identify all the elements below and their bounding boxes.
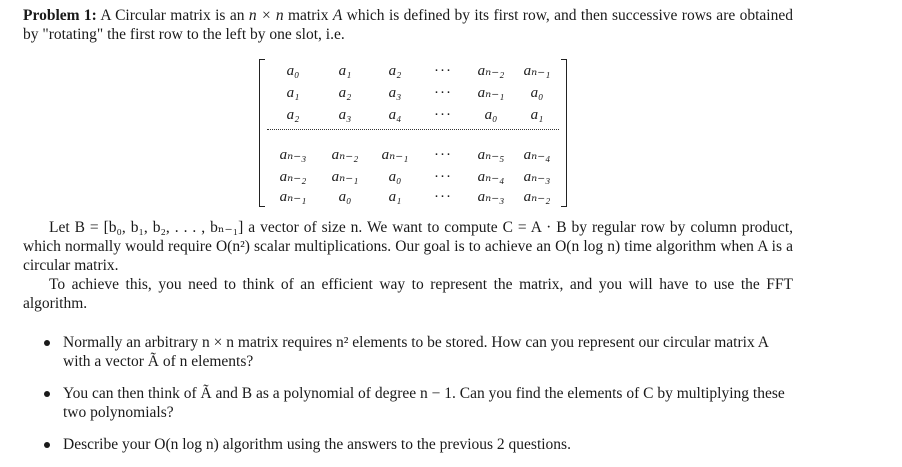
matrix-cell: a₁ <box>530 107 544 123</box>
matrix-ellipsis: ··· <box>434 147 452 163</box>
matrix-cell: a₀ <box>286 63 300 79</box>
matrix-cell: a₀ <box>484 107 498 123</box>
matrix-cell: aₙ₋₄ <box>477 169 505 185</box>
matrix-cell: a₂ <box>286 107 300 123</box>
matrix-cell: a₁ <box>338 63 352 79</box>
matrix-cell: a₀ <box>338 189 352 205</box>
matrix-vertical-ellipsis-row <box>267 129 559 140</box>
matrix-cell: a₃ <box>388 85 402 101</box>
matrix-cell: a₂ <box>338 85 352 101</box>
document-page <box>23 6 793 453</box>
matrix-cell: aₙ₋₁ <box>381 147 409 163</box>
matrix-cell: aₙ₋₂ <box>331 147 359 163</box>
matrix-ellipsis: ··· <box>434 169 452 185</box>
matrix-cell: aₙ₋₂ <box>477 63 505 79</box>
question-item <box>23 384 793 422</box>
matrix-cell: aₙ₋₂ <box>523 189 551 205</box>
matrix-cell: aₙ₋₅ <box>477 147 505 163</box>
matrix-ellipsis: ··· <box>434 107 452 123</box>
matrix-cell: a₁ <box>388 189 402 205</box>
matrix-cell: aₙ₋₃ <box>523 169 551 185</box>
matrix-cell: aₙ₋₂ <box>279 169 307 185</box>
bullet-icon <box>44 391 50 397</box>
matrix-ellipsis: ··· <box>434 85 452 101</box>
problem-intro-2: matrix <box>283 7 333 24</box>
matrix-cell: a₂ <box>388 63 402 79</box>
matrix-cell: aₙ₋₃ <box>477 189 505 205</box>
question-text: Describe your O(n log n) algorithm using the answers to the previous 2 questions. <box>63 436 571 453</box>
matrix-cell: aₙ₋₁ <box>523 63 551 79</box>
question-text: Normally an arbitrary n × n matrix requires n² elements to be stored. How can you represent our circular matrix A with a vector Ã of n elements? <box>63 334 769 370</box>
matrix-cell: aₙ₋₁ <box>279 189 307 205</box>
matrix-row <box>259 83 567 103</box>
matrix-cell: a₃ <box>338 107 352 123</box>
matrix-cell: a₀ <box>530 85 544 101</box>
circular-matrix <box>259 59 567 207</box>
matrix-ellipsis: ··· <box>434 189 452 205</box>
problem-intro-1: A Circular matrix is an <box>100 7 249 24</box>
problem-intro-A: A <box>332 7 343 24</box>
matrix-cell: aₙ₋₃ <box>279 147 307 163</box>
matrix-ellipsis: ··· <box>434 63 452 79</box>
matrix-row <box>259 187 567 207</box>
matrix-cell: aₙ₋₄ <box>523 147 551 163</box>
question-item <box>23 435 793 454</box>
problem-statement <box>23 6 793 44</box>
question-list <box>23 333 793 467</box>
bullet-icon <box>44 340 50 346</box>
problem-heading: Problem 1: <box>23 7 97 24</box>
question-item <box>23 333 793 371</box>
paragraph-fft-hint: To achieve this, you need to think of an efficient way to represent the matrix, and you will have to use the FFT algorithm. <box>23 276 793 312</box>
matrix-row <box>259 167 567 187</box>
question-text: You can then think of Ã and B as a polynomial of degree n − 1. Can you find the elements of C by multiplying these two polynomials? <box>63 385 785 421</box>
bullet-icon <box>44 442 50 448</box>
problem-intro-math: n × n <box>248 7 284 24</box>
matrix-row <box>259 145 567 165</box>
matrix-cell: a₄ <box>388 107 402 123</box>
paragraph-vector-b: Let B = [b₀, b₁, b₂, . . . , bₙ₋₁] a vector of size n. We want to compute C = A · B by regular row by column product, which normally would require O(n²) scalar multiplications. Our goal is to achieve an O(n log n) time algorithm when A is a circular matrix. <box>23 219 793 274</box>
matrix-cell: a₁ <box>286 85 300 101</box>
matrix-cell: aₙ₋₁ <box>331 169 359 185</box>
matrix-cell: a₀ <box>388 169 402 185</box>
problem-intro-3: which is defined by its first row, and then successive rows are obtained by "rotating" the first row to the left by one slot, i.e. <box>23 7 793 43</box>
matrix-cell: aₙ₋₁ <box>477 85 505 101</box>
matrix-row <box>259 61 567 81</box>
matrix-row <box>259 105 567 125</box>
